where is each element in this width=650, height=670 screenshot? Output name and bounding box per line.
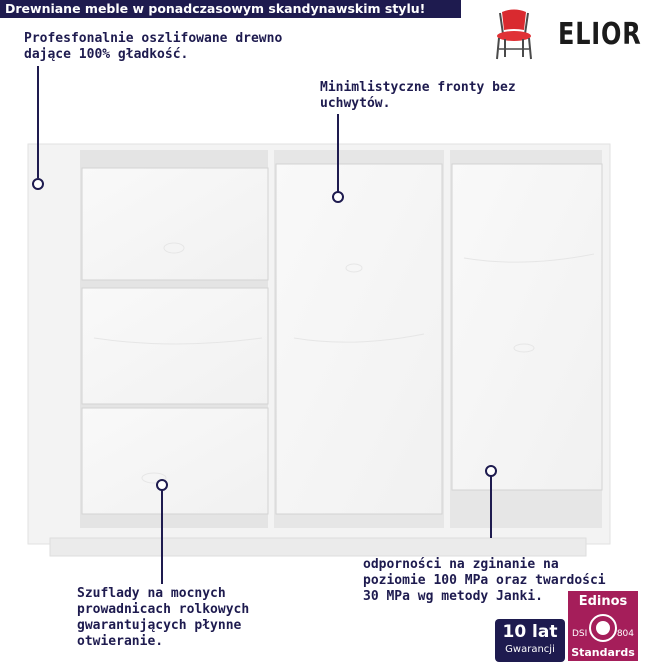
warranty-years: 10 lat <box>502 622 558 642</box>
feature-note-drawer-runners: Szuflady na mocnych prowadnicach rolkowych gwarantujących płynne otwieranie. <box>77 586 250 649</box>
marker-dot-sanded-wood <box>32 178 44 190</box>
red-chair-icon <box>486 8 542 60</box>
certificate-mark-icon <box>587 612 619 644</box>
edinos-dsi-label: DSI <box>572 629 588 639</box>
edinos-number: 804 <box>616 629 634 639</box>
feature-note-handleless-fronts: Minimlistyczne fronty bez uchwytów. <box>320 80 516 111</box>
leader-line-handleless-fronts <box>337 114 339 192</box>
feature-note-sanded-wood: Profesfonalnie oszlifowane drewno dające 100% gładkość. <box>24 31 283 62</box>
white-pine-sideboard-image <box>24 138 616 560</box>
feature-note-pine-wood: odporności na zginanie na poziomie 100 MPa oraz twardości 30 MPa wg metody Janki. <box>363 557 606 604</box>
marker-dot-pine-wood <box>485 465 497 477</box>
brand-name: ELIOR <box>558 17 642 52</box>
leader-line-pine-wood <box>490 476 492 538</box>
warranty-label: Gwarancji <box>505 644 555 655</box>
warranty-badge <box>495 619 565 662</box>
marker-dot-drawer-runners <box>156 479 168 491</box>
leader-line-sanded-wood <box>37 66 39 178</box>
leader-line-drawer-runners <box>161 490 163 584</box>
brand-logo <box>486 8 646 60</box>
promo-banner: Drewniane meble w ponadczasowym skandynawskim stylu! <box>0 0 461 18</box>
marker-dot-handleless-fronts <box>332 191 344 203</box>
edinos-standards-badge <box>568 591 638 661</box>
edinos-title: Edinos <box>578 594 628 609</box>
edinos-standards-label: Standards <box>571 646 635 659</box>
